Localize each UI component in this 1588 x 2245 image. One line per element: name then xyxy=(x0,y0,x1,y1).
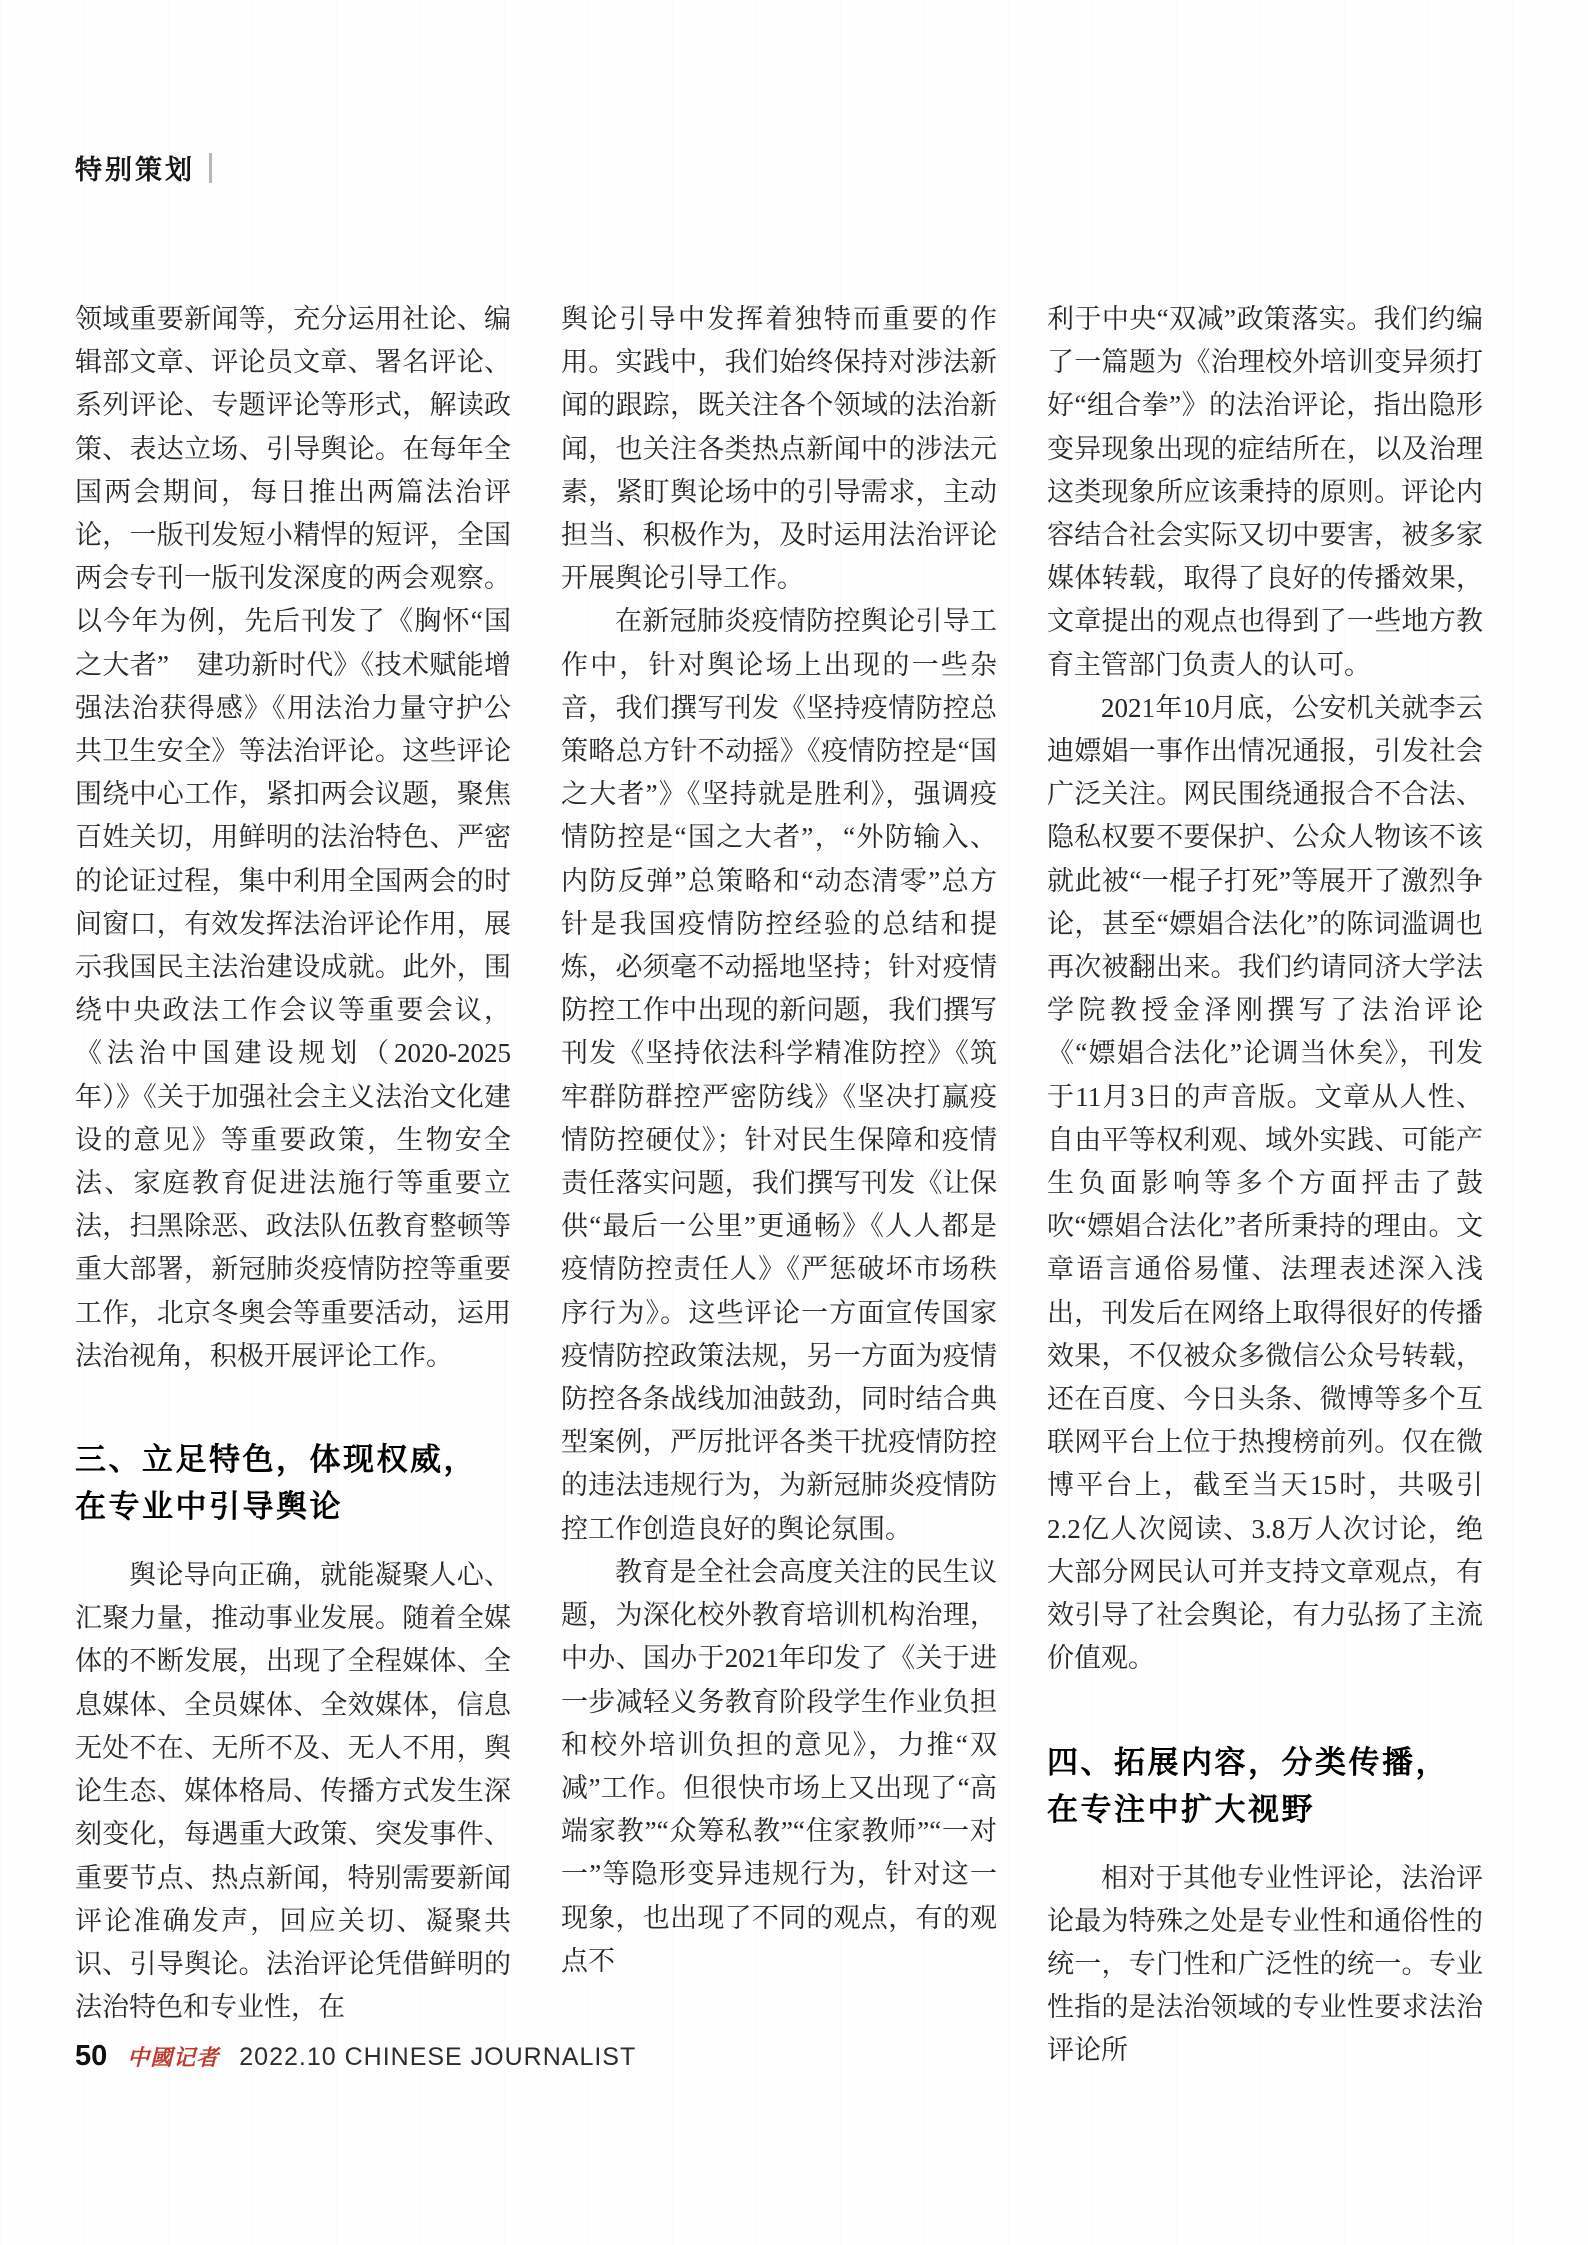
paragraph-col2-education: 教育是全社会高度关注的民生议题，为深化校外教育培训机构治理，中办、国办于2021年印发了《关于进一步减轻义务教育阶段学生作业负担和校外培训负担的意见》，力推“双减”工作。但很快市场上又出现了“高端家教”“众筹私教”“住家教师”“一对一”等隐形变异违规行为，针对这一现象，也出现了不同的观点，有的观点不 xyxy=(561,1556,997,1976)
heading-line: 三、立足特色，体现权威， xyxy=(75,1442,477,1478)
section-heading-3 xyxy=(75,1436,511,1530)
journal-logo: 中國记者 xyxy=(127,2045,220,2071)
paragraph-col3-new: 相对于其他专业性评论，法治评论最为特殊之处是专业性和通俗性的统一，专门性和广泛性的统一。专业性指的是法治领域的专业性要求法治评论所 xyxy=(1047,1862,1483,2066)
page-number: 50 xyxy=(75,2040,108,2072)
page-footer xyxy=(75,2040,636,2073)
section-label: 特别策划 xyxy=(75,155,195,185)
header-divider-line xyxy=(209,153,212,183)
heading-line: 在专业中引导舆论 xyxy=(75,1489,343,1525)
column-1 xyxy=(75,298,511,2073)
heading-line: 四、拓展内容，分类传播， xyxy=(1047,1744,1449,1780)
issue-info: 2022.10 CHINESE JOURNALIST xyxy=(239,2043,637,2071)
paragraph-col1-continuation: 领域重要新闻等，充分运用社论、编辑部文章、评论员文章、署名评论、系列评论、专题评论等形式，解读政策、表达立场、引导舆论。在每年全国两会期间，每日推出两篇法治评论，一版刊发短小精悍的短评，全国两会专刊一版刊发深度的两会观察。以今年为例，先后刊发了《胸怀“国之大者” 建功新时代》《技术赋能增强法治获得感》《用法治力量守护公共卫生安全》等法治评论。这些评论围绕中心工作，紧扣两会议题，聚焦百姓关切，用鲜明的法治特色、严密的论证过程，集中利用全国两会的时间窗口，有效发挥法治评论作用，展示我国民主法治建设成就。此外，围绕中央政法工作会议等重要会议，《法治中国建设规划（2020-2025年）》《关于加强社会主义法治文化建设的意见》等重要政策，生物安全法、家庭教育促进法施行等重要立法，扫黑除恶、政法队伍教育整顿等重大部署，新冠肺炎疫情防控等重要工作，北京冬奥会等重要活动，运用法治视角，积极开展评论工作。 xyxy=(75,304,511,1371)
column-2 xyxy=(561,298,997,2073)
heading-line: 在专注中扩大视野 xyxy=(1047,1791,1315,1827)
page-header xyxy=(75,148,212,187)
column-3 xyxy=(1047,298,1483,2073)
paragraph-col2-continuation: 舆论引导中发挥着独特而重要的作用。实践中，我们始终保持对涉法新闻的跟踪，既关注各个领域的法治新闻，也关注各类热点新闻中的涉法元素，紧盯舆论场中的引导需求，主动担当、积极作为，及时运用法治评论开展舆论引导工作。 xyxy=(561,304,997,594)
paragraph-col2-covid: 在新冠肺炎疫情防控舆论引导工作中，针对舆论场上出现的一些杂音，我们撰写刊发《坚持疫情防控总策略总方针不动摇》《疫情防控是“国之大者”》《坚持就是胜利》，强调疫情防控是“国之大者”，“外防输入、内防反弹”总策略和“动态清零”总方针是我国疫情防控经验的总结和提炼，必须毫不动摇地坚持；针对疫情防控工作中出现的新问题，我们撰写刊发《坚持依法科学精准防控》《筑牢群防群控严密防线》《坚决打赢疫情防控硬仗》；针对民生保障和疫情责任落实问题，我们撰写刊发《让保供“最后一公里”更通畅》《人人都是疫情防控责任人》《严惩破坏市场秩序行为》。这些评论一方面宣传国家疫情防控政策法规，另一方面为疫情防控各条战线加油鼓劲，同时结合典型案例，严厉批评各类干扰疫情防控的违法违规行为，为新冠肺炎疫情防控工作创造良好的舆论氛围。 xyxy=(561,606,997,1544)
paragraph-col3-case: 2021年10月底，公安机关就李云迪嫖娼一事作出情况通报，引发社会广泛关注。网民围绕通报合不合法、隐私权要不要保护、公众人物该不该就此被“一棍子打死”等展开了激烈争论，甚至“嫖娼合法化”的陈词滥调也再次被翻出来。我们约请同济大学法学院教授金泽刚撰写了法治评论《“嫖娼合法化”论调当休矣》，刊发于11月3日的声音版。文章从人性、自由平等权利观、域外实践、可能产生负面影响等多个方面抨击了鼓吹“嫖娼合法化”者所秉持的理由。文章语言通俗易懂、法理表述深入浅出，刊发后在网络上取得很好的传播效果，不仅被众多微信公众号转载，还在百度、今日头条、微博等多个互联网平台上位于热搜榜前列。仅在微博平台上，截至当天15时，共吸引2.2亿人次阅读、3.8万人次讨论，绝大部分网民认可并支持文章观点，有效引导了社会舆论，有力弘扬了主流价值观。 xyxy=(1047,692,1483,1674)
paragraph-col1-new: 舆论导向正确，就能凝聚人心、汇聚力量，推动事业发展。随着全媒体的不断发展，出现了全程媒体、全息媒体、全员媒体、全效媒体，信息无处不在、无所不及、无人不用，舆论生态、媒体格局、传播方式发生深刻变化，每遇重大政策、突发事件、重要节点、热点新闻，特别需要新闻评论准确发声，回应关切、凝聚共识、引导舆论。法治评论凭借鲜明的法治特色和专业性，在 xyxy=(75,1560,511,2023)
paragraph-col3-continuation: 利于中央“双减”政策落实。我们约编了一篇题为《治理校外培训变异须打好“组合拳”》的法治评论，指出隐形变异现象出现的症结所在，以及治理这类现象所应该秉持的原则。评论内容结合社会实际又切中要害，被多家媒体转载，取得了良好的传播效果，文章提出的观点也得到了一些地方教育主管部门负责人的认可。 xyxy=(1047,304,1483,680)
section-heading-4 xyxy=(1047,1739,1483,1833)
article-columns xyxy=(75,298,1483,2073)
